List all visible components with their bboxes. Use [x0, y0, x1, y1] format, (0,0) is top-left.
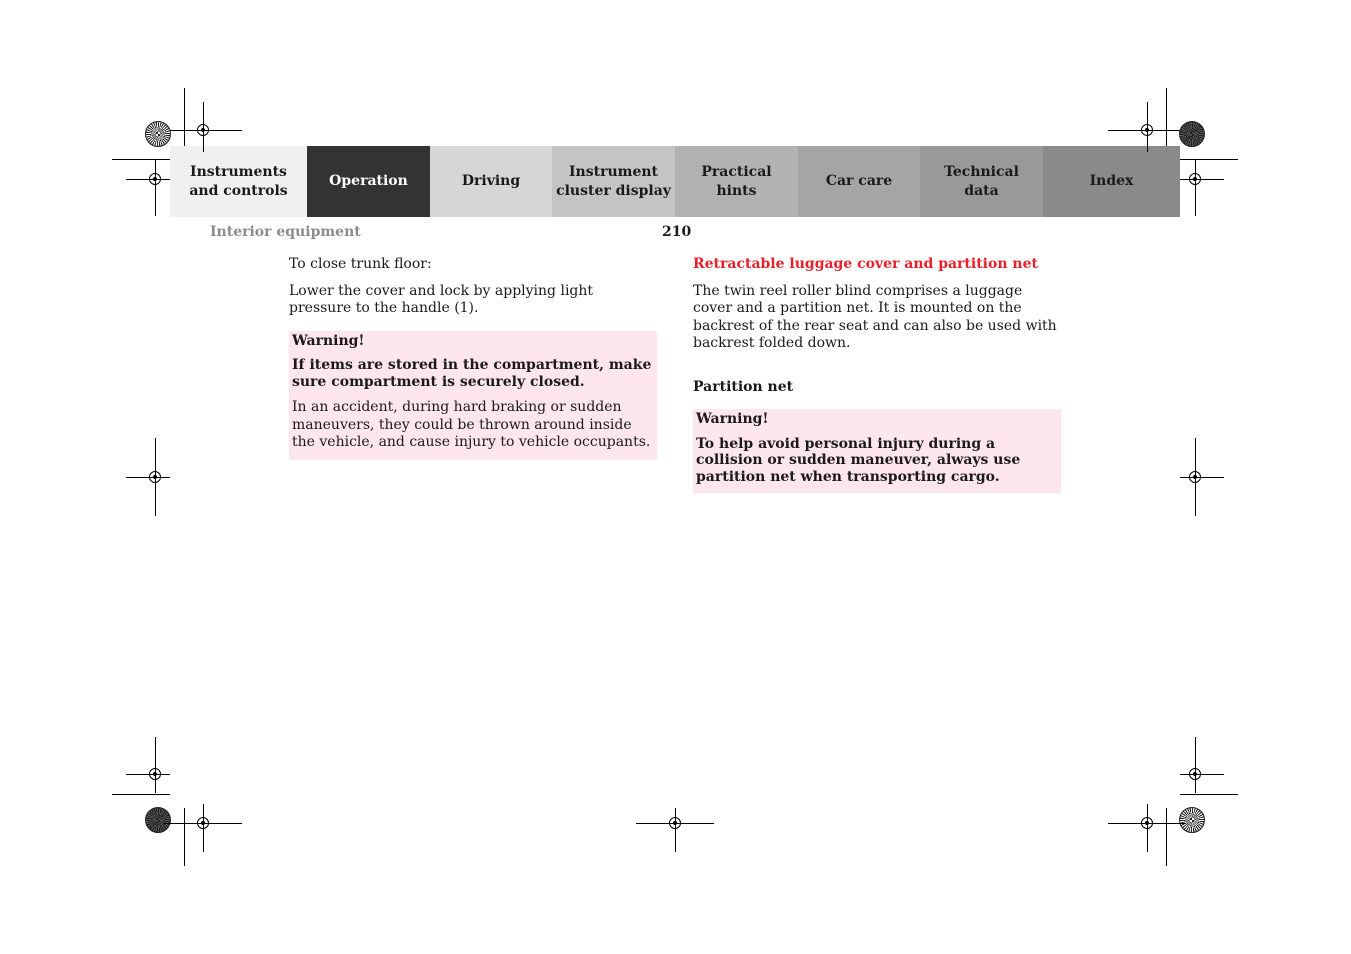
tab-label: cluster display — [556, 182, 671, 199]
chapter-tabs — [170, 146, 1180, 217]
tab-operation[interactable] — [307, 146, 430, 217]
crop-line — [1195, 737, 1196, 793]
warning-body: In an accident, during hard braking or sudden maneuvers, they could be thrown around inside the vehicle, and cause injury to vehicle occupants. — [292, 399, 651, 450]
crop-line — [126, 179, 170, 180]
page-number: 210 — [662, 224, 692, 240]
warning-title: Warning! — [292, 332, 365, 349]
paragraph: Lower the cover and lock by applying light pressure to the handle (1). — [289, 282, 594, 316]
tab-technical-data[interactable] — [920, 146, 1043, 217]
tab-label: Operation — [329, 173, 408, 189]
crop-line — [1166, 808, 1167, 866]
crop-line — [126, 774, 170, 775]
paragraph: To close trunk floor: — [289, 256, 432, 272]
color-wheel-icon — [145, 807, 171, 833]
crop-line — [155, 737, 156, 793]
tab-label: data — [964, 182, 999, 199]
warning-box — [693, 409, 1061, 493]
subheading: Partition net — [693, 378, 794, 395]
tab-label: Technical — [944, 163, 1019, 180]
crop-line — [1166, 88, 1167, 146]
tab-label: Practical hints — [701, 163, 772, 199]
crop-line — [1180, 794, 1238, 795]
registration-mark-icon — [149, 173, 161, 185]
left-column — [289, 256, 657, 460]
tab-driving[interactable] — [430, 146, 552, 217]
tab-instruments-and-controls[interactable] — [170, 146, 307, 217]
crop-line — [1180, 477, 1224, 478]
crop-line — [1195, 160, 1196, 216]
registration-mark-icon — [1189, 768, 1201, 780]
crop-line — [675, 808, 676, 852]
registration-mark-icon — [197, 124, 209, 136]
tab-label: Instrument — [569, 163, 658, 180]
warning-emphasis: To help avoid personal injury during a collision or sudden maneuver, always use partition net when transporting cargo. — [696, 435, 1021, 485]
registration-mark-icon — [669, 817, 681, 829]
crop-line — [184, 808, 185, 866]
color-wheel-icon — [145, 121, 171, 147]
color-wheel-icon — [1179, 807, 1205, 833]
registration-mark-icon — [197, 817, 209, 829]
warning-emphasis: If items are stored in the compartment, make sure compartment is securely closed. — [292, 357, 652, 390]
tab-practical-hints[interactable] — [675, 146, 798, 217]
registration-mark-icon — [149, 768, 161, 780]
crop-line — [112, 159, 170, 160]
registration-mark-icon — [1141, 817, 1153, 829]
tab-label: Driving — [461, 173, 521, 189]
tab-index[interactable] — [1043, 146, 1180, 217]
crop-line — [155, 160, 156, 216]
tab-label: Car care — [825, 173, 893, 189]
crop-line — [1180, 179, 1224, 180]
section-title: Interior equipment — [210, 224, 361, 240]
warning-title: Warning! — [696, 411, 769, 427]
registration-mark-icon — [1189, 173, 1201, 185]
tab-instrument-cluster-display[interactable] — [552, 146, 675, 217]
paragraph: The twin reel roller blind comprises a luggage cover and a partition net. It is mounted on the backrest of the rear seat and can also be used with backrest folded down. — [693, 282, 1057, 351]
warning-box — [289, 331, 657, 460]
crop-line — [126, 477, 170, 478]
crop-line — [1180, 774, 1224, 775]
tab-label: Index — [1089, 173, 1134, 189]
crop-line — [184, 88, 185, 146]
crop-line — [112, 794, 170, 795]
tab-label: Instruments — [190, 163, 287, 180]
right-column — [693, 256, 1061, 493]
color-wheel-icon — [1179, 121, 1205, 147]
tab-car-care[interactable] — [798, 146, 920, 217]
registration-mark-icon — [1141, 124, 1153, 136]
section-heading: Retractable luggage cover and partition net — [693, 256, 1038, 272]
crop-line — [1180, 159, 1238, 160]
tab-label: and controls — [189, 182, 288, 199]
registration-mark-icon — [1189, 471, 1201, 483]
registration-mark-icon — [149, 471, 161, 483]
